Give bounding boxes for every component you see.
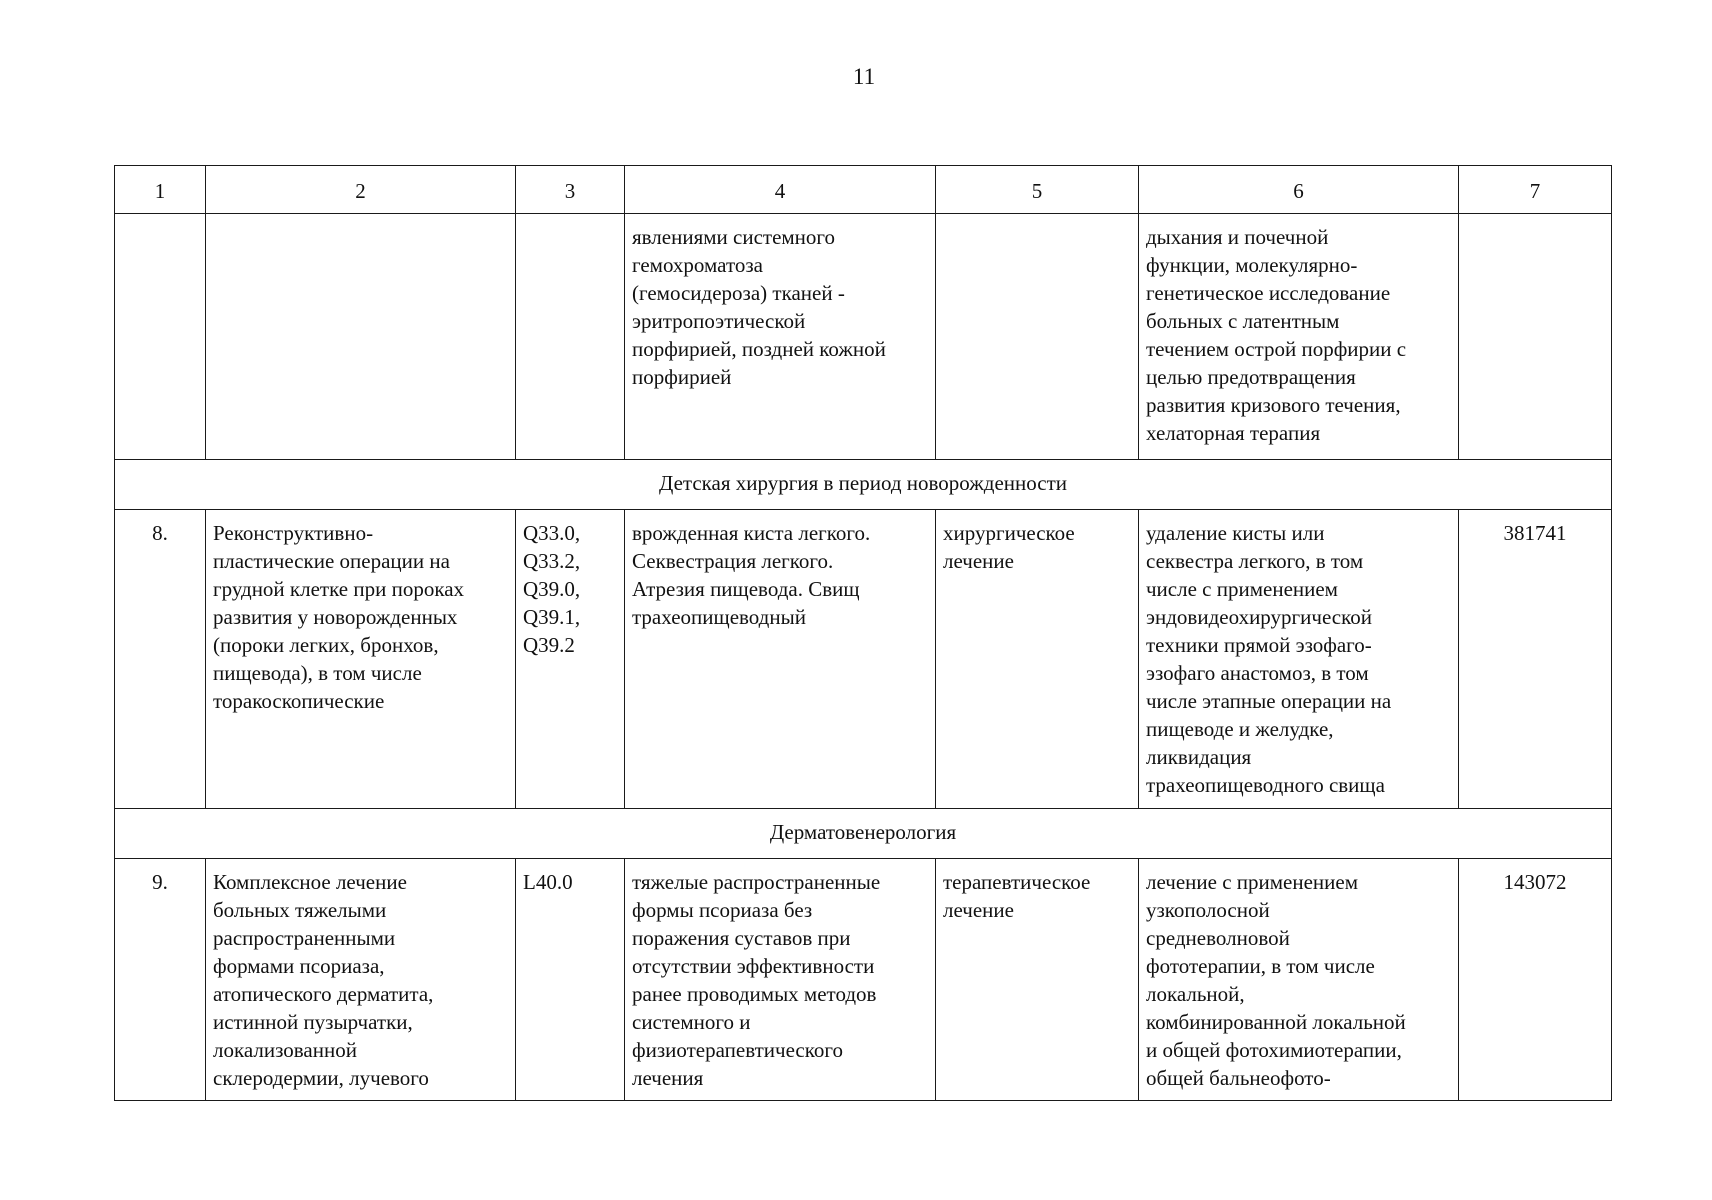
row-8-method-line: секвестра легкого, в том <box>1146 549 1364 573</box>
row-9-method-line: комбинированной локальной <box>1146 1010 1406 1034</box>
row-8-method-line: ликвидация <box>1146 745 1252 769</box>
row-8-method-cell <box>1139 510 1459 809</box>
table-row-8 <box>115 510 1612 809</box>
cont-model-cell <box>625 214 936 460</box>
row-8-method-line: эзофаго анастомоз, в том <box>1146 661 1369 685</box>
row-9-method-cell <box>1139 859 1459 1101</box>
cont-model-line: порфирией <box>632 365 732 389</box>
row-9-name-line: Комплексное лечение <box>213 870 407 894</box>
row-9-model-line: физиотерапевтического <box>632 1038 843 1062</box>
row-8-name-line: Реконструктивно- <box>213 521 374 545</box>
row-8-name-line: грудной клетке при пороках <box>213 577 465 601</box>
row-9-type-line: терапевтическое <box>943 870 1091 894</box>
cont-codes-cell <box>516 214 625 460</box>
row-9-cost: 143072 <box>1459 859 1612 1101</box>
column-number-header-row <box>115 166 1612 214</box>
column-header-6: 6 <box>1139 166 1459 214</box>
row-8-model-line: трахеопищеводный <box>632 605 806 629</box>
continuation-row <box>115 214 1612 460</box>
row-8-model-line: Секвестрация легкого. <box>632 549 834 573</box>
row-9-model-line: тяжелые распространенные <box>632 870 881 894</box>
row-8-codes-cell <box>516 510 625 809</box>
row-8-code: Q33.0, <box>523 521 581 545</box>
row-9-type-cell <box>936 859 1139 1101</box>
row-9-model-line: лечения <box>632 1066 704 1090</box>
cont-method-line: развития кризового течения, <box>1146 393 1401 417</box>
row-8-name-line: пластические операции на <box>213 549 450 573</box>
row-9-model-line: поражения суставов при <box>632 926 851 950</box>
row-9-codes-cell <box>516 859 625 1101</box>
cont-name-cell <box>206 214 516 460</box>
row-9-model-line: ранее проводимых методов <box>632 982 877 1006</box>
cont-cost-cell <box>1459 214 1612 460</box>
row-9-model-line: формы псориаза без <box>632 898 813 922</box>
cont-model-line: эритропоэтической <box>632 309 806 333</box>
row-9-name-line: локализованной <box>213 1038 357 1062</box>
column-header-1: 1 <box>115 166 206 214</box>
row-8-method-line: пищеводе и желудке, <box>1146 717 1334 741</box>
column-header-7: 7 <box>1459 166 1612 214</box>
row-8-code: Q39.0, <box>523 577 581 601</box>
row-9-model-cell <box>625 859 936 1101</box>
row-8-name-cell <box>206 510 516 809</box>
row-9-name-line: атопического дерматита, <box>213 982 434 1006</box>
row-8-type-line: лечение <box>943 549 1014 573</box>
column-header-4: 4 <box>625 166 936 214</box>
cont-method-cell <box>1139 214 1459 460</box>
row-8-code: Q39.1, <box>523 605 581 629</box>
row-8-method-line: трахеопищеводного свища <box>1146 773 1385 797</box>
cont-method-line: хелаторная терапия <box>1146 421 1321 445</box>
row-8-cost: 381741 <box>1459 510 1612 809</box>
row-8-type-line: хирургическое <box>943 521 1075 545</box>
row-9-model-line: отсутствии эффективности <box>632 954 875 978</box>
cont-model-line: (гемосидероза) тканей - <box>632 281 845 305</box>
row-9-method-line: общей бальнеофото- <box>1146 1066 1331 1090</box>
cont-model-line: порфирией, поздней кожной <box>632 337 886 361</box>
row-8-model-line: Атрезия пищевода. Свищ <box>632 577 860 601</box>
row-8-model-cell <box>625 510 936 809</box>
row-9-type-line: лечение <box>943 898 1014 922</box>
row-8-method-line: удаление кисты или <box>1146 521 1325 545</box>
column-header-3: 3 <box>516 166 625 214</box>
row-8-method-line: числе этапные операции на <box>1146 689 1392 713</box>
cont-model-line: явлениями системного <box>632 225 836 249</box>
row-9-method-line: лечение с применением <box>1146 870 1359 894</box>
table-row-9 <box>115 859 1612 1101</box>
section-title-dermatovenereology: Дерматовенерология <box>115 809 1612 859</box>
row-9-name-line: истинной пузырчатки, <box>213 1010 413 1034</box>
column-header-2: 2 <box>206 166 516 214</box>
section-title-pediatric-surgery: Детская хирургия в период новорожденности <box>115 460 1612 510</box>
row-9-model-line: системного и <box>632 1010 751 1034</box>
row-8-name-line: пищевода), в том числе <box>213 661 422 685</box>
row-8-code: Q33.2, <box>523 549 581 573</box>
section-row-pediatric-surgery <box>115 460 1612 510</box>
row-9-method-line: узкополосной <box>1146 898 1270 922</box>
column-header-5: 5 <box>936 166 1139 214</box>
row-9-method-line: локальной, <box>1146 982 1245 1006</box>
row-8-method-line: техники прямой эзофаго- <box>1146 633 1372 657</box>
row-8-type-cell <box>936 510 1139 809</box>
row-8-method-line: эндовидеохирургической <box>1146 605 1372 629</box>
page-number: 11 <box>852 64 876 89</box>
row-9-name-line: распространенными <box>213 926 396 950</box>
row-9-name-line: склеродермии, лучевого <box>213 1066 429 1090</box>
row-8-method-line: числе с применением <box>1146 577 1338 601</box>
row-8-name-line: торакоскопические <box>213 689 385 713</box>
row-9-number: 9. <box>115 859 206 1101</box>
cont-method-line: больных с латентным <box>1146 309 1340 333</box>
row-9-name-line: больных тяжелыми <box>213 898 387 922</box>
row-8-name-line: (пороки легких, бронхов, <box>213 633 439 657</box>
row-9-method-line: и общей фотохимиотерапии, <box>1146 1038 1402 1062</box>
row-8-model-line: врожденная киста легкого. <box>632 521 871 545</box>
cont-method-line: функции, молекулярно- <box>1146 253 1358 277</box>
medical-care-table <box>114 165 1612 1101</box>
row-8-name-line: развития у новорожденных <box>213 605 458 629</box>
cont-number-cell <box>115 214 206 460</box>
section-row-dermatovenereology <box>115 809 1612 859</box>
cont-type-cell <box>936 214 1139 460</box>
cont-method-line: дыхания и почечной <box>1146 225 1329 249</box>
cont-method-line: целью предотвращения <box>1146 365 1356 389</box>
row-9-method-line: средневолновой <box>1146 926 1290 950</box>
cont-method-line: генетическое исследование <box>1146 281 1391 305</box>
row-8-code: Q39.2 <box>523 633 575 657</box>
row-9-name-cell <box>206 859 516 1101</box>
row-9-method-line: фототерапии, в том числе <box>1146 954 1375 978</box>
cont-model-line: гемохроматоза <box>632 253 763 277</box>
cont-method-line: течением острой порфирии с <box>1146 337 1407 361</box>
row-8-number: 8. <box>115 510 206 809</box>
row-9-name-line: формами псориаза, <box>213 954 385 978</box>
row-9-code: L40.0 <box>523 870 573 894</box>
